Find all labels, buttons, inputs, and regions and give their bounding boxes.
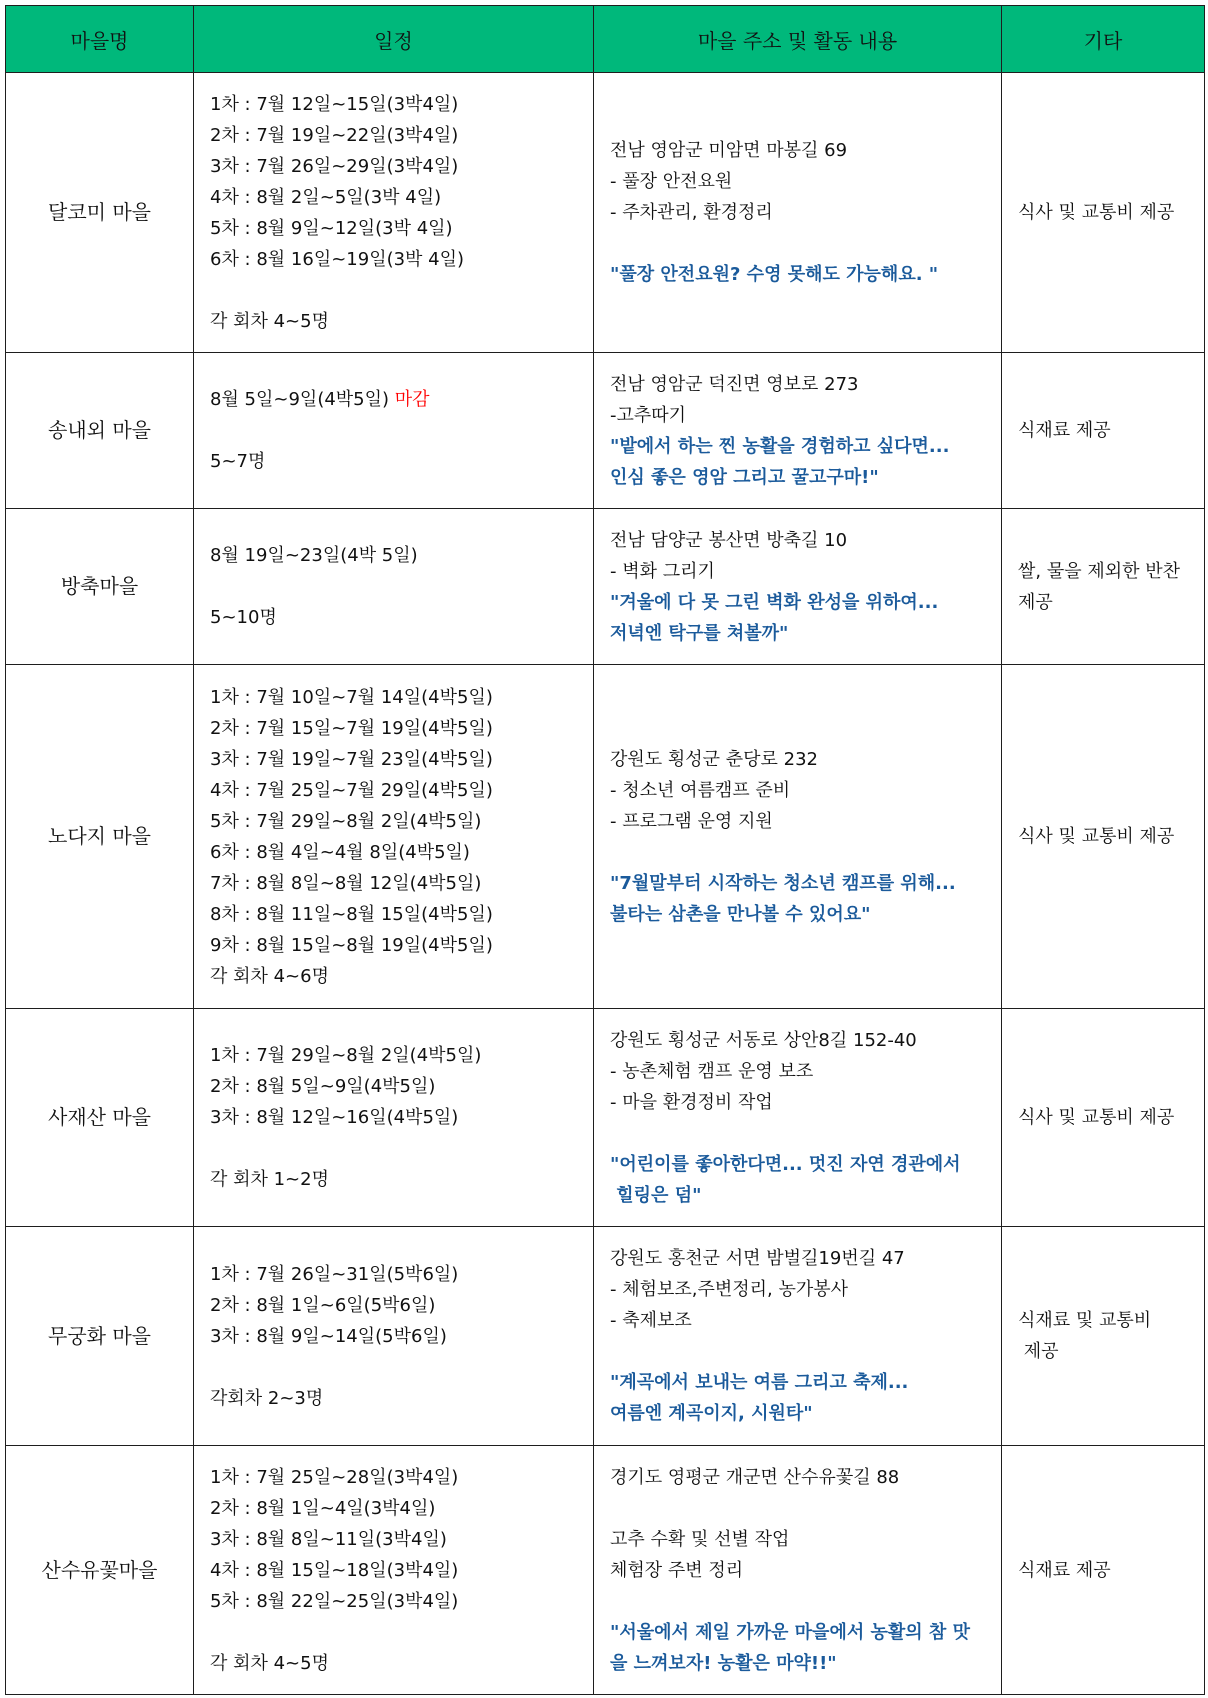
schedule-cell	[194, 1009, 594, 1227]
other-line: 식재료 제공	[1018, 1559, 1111, 1581]
details-cell	[594, 1009, 1002, 1227]
schedule-line: 1차 : 7월 25일~28일(3박4일)	[210, 1466, 459, 1488]
quote-line	[610, 259, 995, 290]
details-cell	[594, 509, 1002, 665]
table-row	[6, 1227, 1205, 1446]
quote-line	[610, 899, 995, 930]
other-cell	[1002, 509, 1205, 665]
schedule-line: 5~7명	[210, 451, 266, 472]
quote-line	[610, 587, 995, 618]
quote-text: 불타는 삼촌을 만나볼 수 있어요"	[610, 903, 871, 925]
village-name: 사재산 마을	[48, 1105, 151, 1129]
detail-line: - 풀장 안전요원	[610, 171, 733, 192]
village-name: 산수유꽃마을	[41, 1557, 158, 1582]
schedule-line: 3차 : 7월 19일~7월 23일(4박5일)	[210, 748, 493, 770]
quote-text: "풀장 안전요원? 수영 못해도 가능해요. "	[610, 264, 939, 285]
schedule-line: 2차 : 7월 19일~22일(3박4일)	[210, 124, 459, 146]
schedule-line: 1차 : 7월 10일~7월 14일(4박5일)	[210, 686, 493, 708]
schedule-paragraph	[210, 602, 587, 633]
village-cell	[6, 73, 194, 353]
schedule-line: 5차 : 7월 29일~8월 2일(4박5일)	[210, 810, 482, 832]
quote-line	[610, 1180, 995, 1211]
quote-line	[610, 431, 995, 462]
other-paragraph	[1018, 415, 1198, 446]
schedule-line: 1차 : 7월 26일~31일(5박6일)	[210, 1263, 459, 1285]
schedule-line: 4차 : 7월 25일~7월 29일(4박5일)	[210, 779, 493, 801]
schedule-line: 7차 : 8월 8일~8월 12일(4박5일)	[210, 872, 482, 894]
schedule-paragraph	[210, 1462, 587, 1617]
quote-text: 을 느껴보자! 농활은 마약!!"	[610, 1652, 837, 1674]
other-paragraph	[1018, 1555, 1198, 1586]
table-row	[6, 1009, 1205, 1227]
schedule-line: 3차 : 8월 8일~11일(3박4일)	[210, 1528, 447, 1550]
village-cell	[6, 353, 194, 509]
detail-paragraph	[610, 259, 995, 290]
detail-paragraph	[610, 868, 995, 930]
detail-line: 체험장 주변 정리	[610, 1559, 744, 1581]
other-cell	[1002, 665, 1205, 1009]
header-other: 기타	[1002, 6, 1205, 73]
village-name: 달코미 마을	[48, 200, 151, 224]
other-paragraph	[1018, 1102, 1198, 1133]
detail-paragraph	[610, 1524, 995, 1586]
header-details: 마을 주소 및 활동 내용	[594, 6, 1002, 73]
quote-text: "겨울에 다 못 그린 벽화 완성을 위하여...	[610, 591, 939, 613]
other-line: 식재료 및 교통비	[1018, 1310, 1152, 1331]
schedule-line: 각 회차 1~2명	[210, 1169, 329, 1190]
schedule-paragraph	[210, 1383, 587, 1414]
schedule-line: 3차 : 8월 9일~14일(5박6일)	[210, 1325, 447, 1347]
schedule-line: 2차 : 8월 1일~6일(5박6일)	[210, 1294, 436, 1316]
schedule-line: 6차 : 8월 16일~19일(3박 4일)	[210, 248, 465, 270]
schedule-line: 8차 : 8월 11일~8월 15일(4박5일)	[210, 903, 493, 925]
other-paragraph	[1018, 197, 1198, 228]
quote-line	[610, 618, 995, 649]
table-row	[6, 665, 1205, 1009]
schedule-line: 5~10명	[210, 607, 277, 628]
detail-paragraph	[610, 525, 995, 649]
quote-text: 힐링은 덤"	[610, 1184, 702, 1206]
schedule-line: 2차 : 8월 5일~9일(4박5일)	[210, 1076, 436, 1097]
schedule-line: 4차 : 8월 15일~18일(3박4일)	[210, 1559, 459, 1581]
village-cell	[6, 1009, 194, 1227]
detail-line: - 마을 환경정비 작업	[610, 1091, 773, 1113]
other-cell	[1002, 1446, 1205, 1695]
schedule-line: 8월 19일~23일(4박 5일)	[210, 545, 418, 566]
village-cell	[6, 1446, 194, 1695]
village-name: 노다지 마을	[48, 824, 151, 848]
schedule-line: 각 회차 4~5명	[210, 1652, 329, 1674]
village-table	[5, 5, 1205, 1695]
schedule-line: 각 회차 4~6명	[210, 965, 329, 987]
detail-line: 강원도 홍천군 서면 밤벌길19번길 47	[610, 1248, 905, 1269]
quote-line	[610, 462, 995, 493]
table-header	[6, 6, 1205, 73]
other-line: 쌀, 물을 제외한 반찬	[1018, 560, 1180, 582]
detail-paragraph	[610, 1243, 995, 1336]
other-paragraph	[1018, 556, 1198, 618]
header-row	[6, 6, 1205, 73]
detail-line: 전남 영암군 미암면 마봉길 69	[610, 140, 848, 161]
detail-line: 고추 수확 및 선별 작업	[610, 1528, 790, 1550]
quote-text: "어린이를 좋아한다면... 멋진 자연 경관에서	[610, 1153, 961, 1175]
detail-line: - 벽화 그리기	[610, 560, 715, 582]
detail-line: - 프로그램 운영 지원	[610, 810, 773, 832]
schedule-cell	[194, 73, 594, 353]
quote-text: "계곡에서 보내는 여름 그리고 축제...	[610, 1372, 909, 1393]
quote-line	[610, 1398, 995, 1429]
schedule-cell	[194, 509, 594, 665]
closed-badge: 마감	[394, 389, 430, 410]
details-cell	[594, 353, 1002, 509]
other-line: 제공	[1018, 1341, 1059, 1362]
detail-paragraph	[610, 1025, 995, 1118]
schedule-line: 1차 : 7월 12일~15일(3박4일)	[210, 93, 459, 115]
details-cell	[594, 1446, 1002, 1695]
details-cell	[594, 73, 1002, 353]
detail-paragraph	[610, 1617, 995, 1679]
schedule-line: 3차 : 8월 12일~16일(4박5일)	[210, 1107, 459, 1128]
schedule-line: 2차 : 8월 1일~4일(3박4일)	[210, 1497, 436, 1519]
other-cell	[1002, 353, 1205, 509]
detail-line: 강원도 횡성군 서동로 상안8길 152-40	[610, 1029, 917, 1051]
schedule-line: 9차 : 8월 15일~8월 19일(4박5일)	[210, 934, 493, 956]
schedule-line: 3차 : 7월 26일~29일(3박4일)	[210, 155, 459, 177]
other-paragraph	[1018, 1305, 1198, 1367]
schedule-line: 각 회차 4~5명	[210, 310, 329, 332]
schedule-paragraph	[210, 682, 587, 992]
other-line: 식사 및 교통비 제공	[1018, 202, 1175, 223]
header-schedule: 일정	[194, 6, 594, 73]
detail-line: 강원도 횡성군 춘당로 232	[610, 748, 819, 770]
village-cell	[6, 1227, 194, 1446]
schedule-paragraph	[210, 1648, 587, 1679]
detail-paragraph	[610, 369, 995, 493]
other-line: 제공	[1018, 591, 1053, 613]
quote-line	[610, 1617, 995, 1648]
quote-text: "7월말부터 시작하는 청소년 캠프를 위해...	[610, 872, 956, 894]
detail-paragraph	[610, 1149, 995, 1211]
detail-line: - 체험보조,주변정리, 농가봉사	[610, 1279, 849, 1300]
details-cell	[594, 1227, 1002, 1446]
schedule-paragraph	[210, 446, 587, 477]
other-cell	[1002, 73, 1205, 353]
detail-line: -고추따기	[610, 404, 687, 426]
detail-line: - 농촌체험 캠프 운영 보조	[610, 1060, 814, 1082]
table-row	[6, 73, 1205, 353]
detail-paragraph	[610, 1367, 995, 1429]
schedule-cell	[194, 353, 594, 509]
quote-line	[610, 1367, 995, 1398]
schedule-paragraph	[210, 306, 587, 337]
other-line: 식재료 제공	[1018, 420, 1111, 441]
details-cell	[594, 665, 1002, 1009]
detail-line: 전남 담양군 봉산면 방축길 10	[610, 529, 848, 551]
schedule-line: 2차 : 7월 15일~7월 19일(4박5일)	[210, 717, 493, 739]
schedule-line: 각회차 2~3명	[210, 1387, 324, 1409]
schedule-line: 4차 : 8월 2일~5일(3박 4일)	[210, 186, 442, 208]
other-line: 식사 및 교통비 제공	[1018, 1107, 1175, 1128]
schedule-cell	[194, 1227, 594, 1446]
table-row	[6, 353, 1205, 509]
other-line: 식사 및 교통비 제공	[1018, 826, 1175, 847]
quote-text: 인심 좋은 영암 그리고 꿀고구마!"	[610, 466, 879, 488]
other-paragraph	[1018, 821, 1198, 852]
schedule-paragraph	[210, 1040, 587, 1133]
detail-line: 경기도 영평군 개군면 산수유꽃길 88	[610, 1466, 900, 1488]
detail-line: - 축제보조	[610, 1310, 692, 1331]
schedule-line: 6차 : 8월 4일~4월 8일(4박5일)	[210, 841, 470, 863]
quote-line	[610, 1648, 995, 1679]
schedule-line: 1차 : 7월 29일~8월 2일(4박5일)	[210, 1045, 482, 1066]
schedule-text: 8월 5일~9일(4박5일)	[210, 389, 390, 410]
village-name: 방축마을	[60, 574, 139, 598]
schedule-line: 5차 : 8월 22일~25일(3박4일)	[210, 1590, 459, 1612]
table-row	[6, 509, 1205, 665]
table-body	[6, 73, 1205, 1695]
quote-text: "밭에서 하는 찐 농활을 경험하고 싶다면...	[610, 435, 950, 457]
quote-text: 저녁엔 탁구를 쳐볼까"	[610, 622, 789, 644]
other-cell	[1002, 1227, 1205, 1446]
quote-line	[610, 1149, 995, 1180]
quote-text: 여름엔 계곡이지, 시원타"	[610, 1403, 813, 1424]
detail-line: - 주차관리, 환경정리	[610, 202, 773, 223]
schedule-paragraph	[210, 1164, 587, 1195]
schedule-paragraph	[210, 89, 587, 275]
village-name: 송내외 마을	[48, 418, 151, 442]
detail-paragraph	[610, 1462, 995, 1493]
quote-text: "서울에서 제일 가까운 마을에서 농활의 참 맛	[610, 1621, 970, 1643]
header-village: 마을명	[6, 6, 194, 73]
schedule-line: 5차 : 8월 9일~12일(3박 4일)	[210, 217, 453, 239]
village-cell	[6, 509, 194, 665]
schedule-paragraph	[210, 384, 587, 415]
schedule-paragraph	[210, 1259, 587, 1352]
detail-paragraph	[610, 744, 995, 837]
village-cell	[6, 665, 194, 1009]
detail-line: 전남 영암군 덕진면 영보로 273	[610, 373, 859, 395]
other-cell	[1002, 1009, 1205, 1227]
detail-paragraph	[610, 135, 995, 228]
schedule-cell	[194, 1446, 594, 1695]
quote-line	[610, 868, 995, 899]
detail-line: - 청소년 여름캠프 준비	[610, 779, 791, 801]
schedule-paragraph	[210, 540, 587, 571]
table-row	[6, 1446, 1205, 1695]
schedule-cell	[194, 665, 594, 1009]
village-name: 무궁화 마을	[48, 1323, 151, 1348]
schedule-line	[210, 384, 587, 415]
